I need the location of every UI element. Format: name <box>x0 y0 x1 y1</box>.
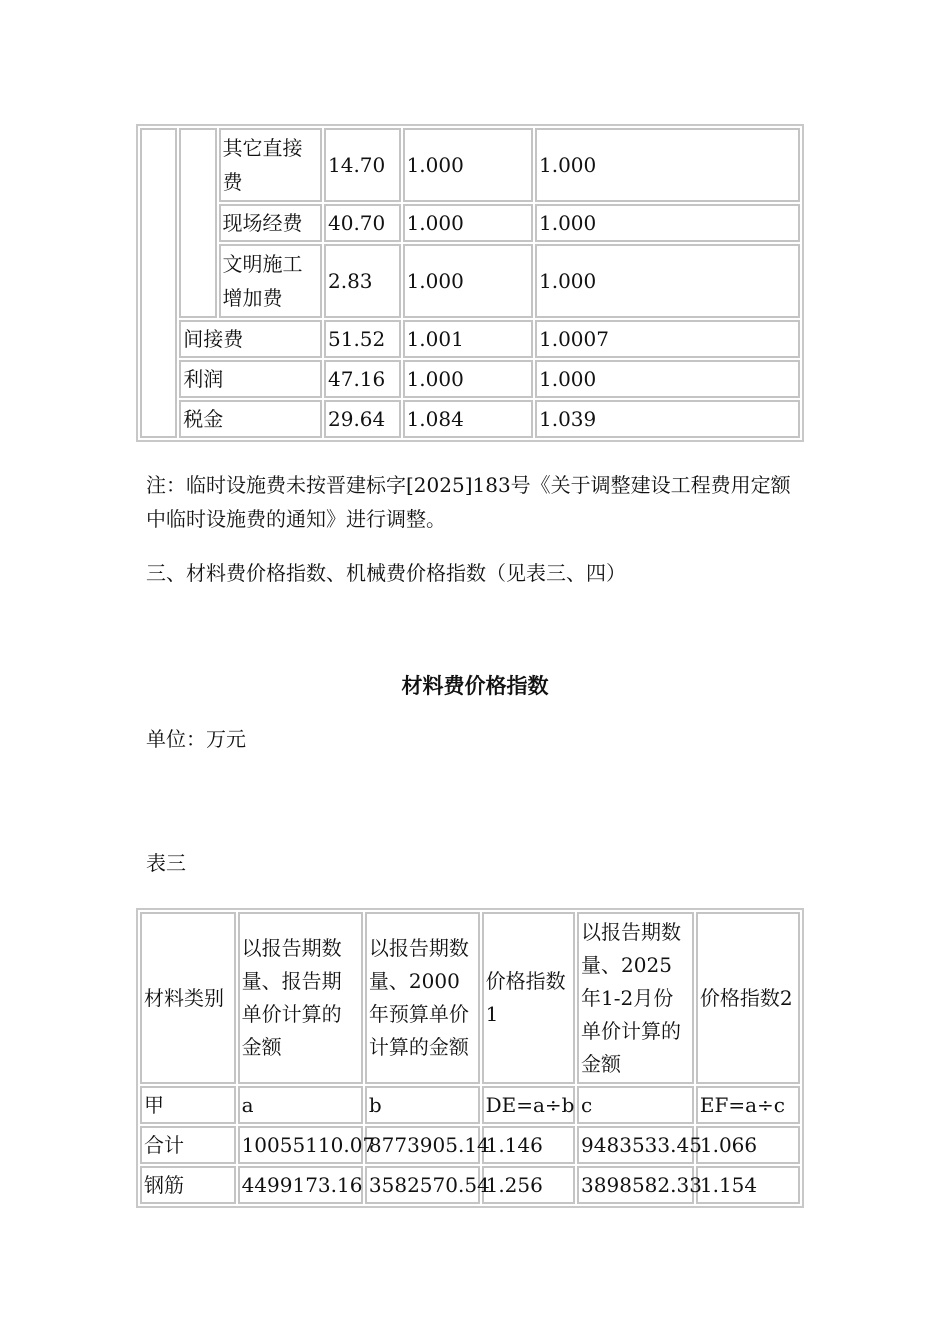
table-cell: 甲 <box>140 1086 236 1124</box>
column-header: 价格指数1 <box>482 912 575 1084</box>
table-cell: 钢筋 <box>140 1166 236 1204</box>
blank-cell <box>179 128 216 318</box>
column-header: 以报告期数量、报告期单价计算的金额 <box>238 912 363 1084</box>
row-index-1: 1.000 <box>403 128 533 202</box>
table-row <box>140 360 800 398</box>
table-cell: EF=a÷c <box>696 1086 800 1124</box>
blank-cell <box>140 128 177 438</box>
row-label: 文明施工增加费 <box>219 244 323 318</box>
table-cell: 10055110.07 <box>238 1126 363 1164</box>
row-index-1: 1.000 <box>403 244 533 318</box>
row-index-2: 1.000 <box>535 128 800 202</box>
table-row <box>140 400 800 438</box>
table-header-row <box>140 912 800 1084</box>
row-label: 间接费 <box>179 320 322 358</box>
column-header: 材料类别 <box>140 912 236 1084</box>
row-index-2: 1.0007 <box>535 320 800 358</box>
table-cell: 3898582.33 <box>577 1166 694 1204</box>
table-cell: 1.154 <box>696 1166 800 1204</box>
table-cell: a <box>238 1086 363 1124</box>
row-index-2: 1.000 <box>535 204 800 242</box>
row-index-1: 1.000 <box>403 360 533 398</box>
cost-index-table <box>136 124 804 442</box>
table-label: 表三 <box>146 851 186 875</box>
table-cell: 1.256 <box>482 1166 575 1204</box>
row-value: 51.52 <box>324 320 401 358</box>
table-row <box>140 1086 800 1124</box>
row-index-2: 1.000 <box>535 244 800 318</box>
row-index-2: 1.039 <box>535 400 800 438</box>
material-price-index-table <box>136 908 804 1208</box>
row-index-1: 1.001 <box>403 320 533 358</box>
column-header: 价格指数2 <box>696 912 800 1084</box>
note-paragraph: 注：临时设施费未按晋建标字[2025]183号《关于调整建设工程费用定额中临时设施费的通知》进行调整。 <box>146 473 791 531</box>
row-index-2: 1.000 <box>535 360 800 398</box>
row-value: 29.64 <box>324 400 401 438</box>
unit-label: 单位：万元 <box>146 727 246 751</box>
table-title: 材料费价格指数 <box>401 674 549 698</box>
table-row <box>140 1126 800 1164</box>
row-value: 14.70 <box>324 128 401 202</box>
section-heading: 三、材料费价格指数、机械费价格指数（见表三、四） <box>146 561 626 585</box>
table-row <box>140 128 800 202</box>
row-value: 40.70 <box>324 204 401 242</box>
table-row <box>140 320 800 358</box>
table-cell: 8773905.14 <box>365 1126 480 1164</box>
row-value: 47.16 <box>324 360 401 398</box>
table-cell: 3582570.54 <box>365 1166 480 1204</box>
row-label: 现场经费 <box>219 204 323 242</box>
row-value: 2.83 <box>324 244 401 318</box>
table-cell: c <box>577 1086 694 1124</box>
table-cell: 4499173.16 <box>238 1166 363 1204</box>
table-cell: DE=a÷b <box>482 1086 575 1124</box>
table-cell: 1.146 <box>482 1126 575 1164</box>
row-label: 税金 <box>179 400 322 438</box>
row-index-1: 1.084 <box>403 400 533 438</box>
column-header: 以报告期数量、2025年1-2月份单价计算的金额 <box>577 912 694 1084</box>
row-label: 其它直接费 <box>219 128 323 202</box>
column-header: 以报告期数量、2000年预算单价计算的金额 <box>365 912 480 1084</box>
table-cell: 1.066 <box>696 1126 800 1164</box>
table-row <box>140 244 800 318</box>
row-index-1: 1.000 <box>403 204 533 242</box>
table-row <box>140 1166 800 1204</box>
table-cell: b <box>365 1086 480 1124</box>
table-row <box>140 204 800 242</box>
table-cell: 9483533.45 <box>577 1126 694 1164</box>
table-cell: 合计 <box>140 1126 236 1164</box>
row-label: 利润 <box>179 360 322 398</box>
